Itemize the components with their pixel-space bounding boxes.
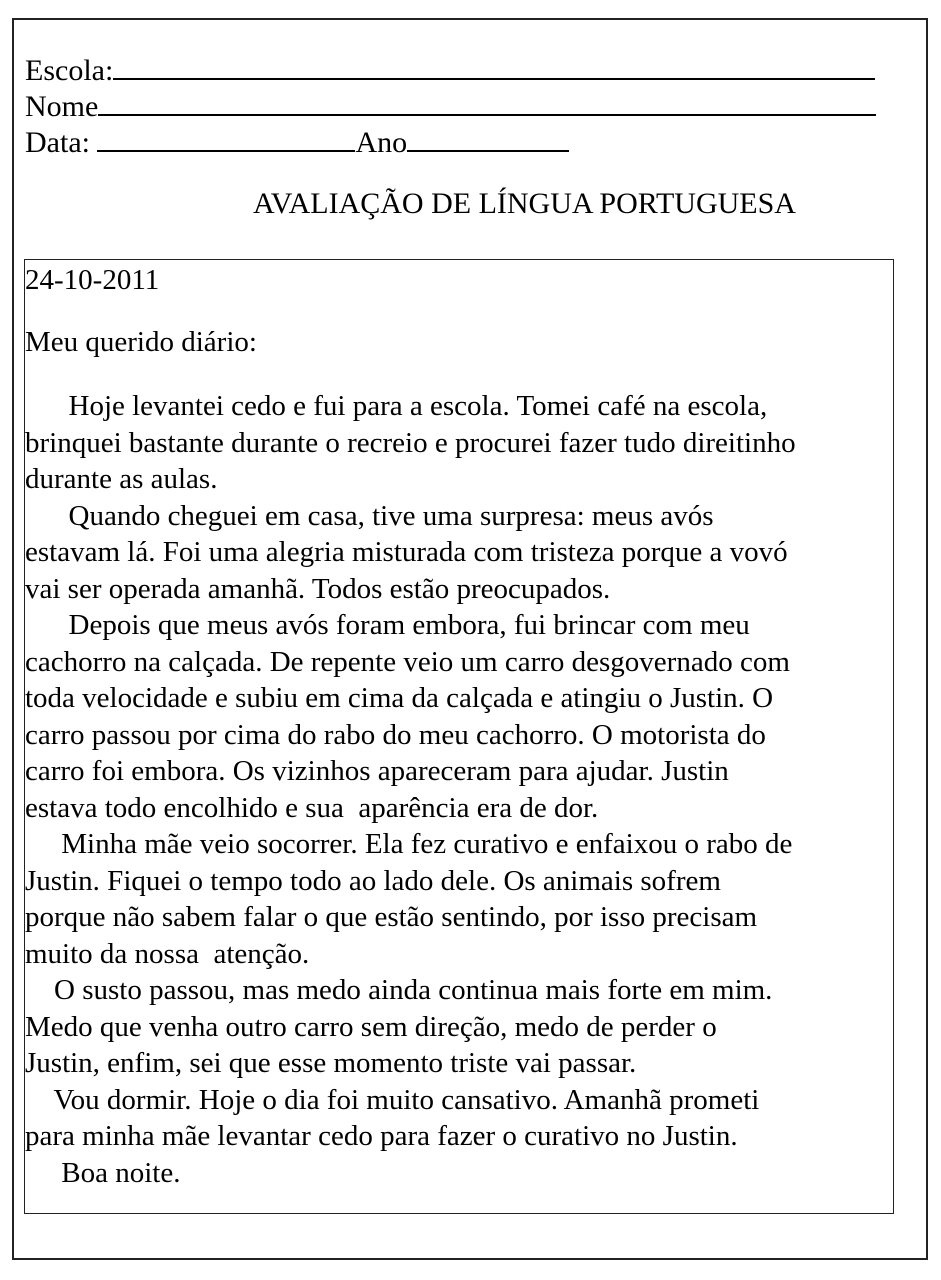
name-label: Nome [25,90,99,123]
school-label: Escola: [25,54,114,87]
diary-line: porque não sabem falar o que estão sentindo, por isso precisam [25,901,758,933]
diary-line: carro passou por cima do rabo do meu cachorro. O motorista do [25,718,766,751]
diary-date: 24-10-2011 [25,264,160,296]
diary-line: Justin, enfim, sei que esse momento triste vai passar. [25,1047,637,1079]
diary-line: vai ser operada amanhã. Todos estão preocupados. [25,572,611,605]
date-year-field-row [25,124,569,161]
diary-line: Hoje levantei cedo e fui para a escola. Tomei café na escola, [25,390,768,422]
year-blank-line[interactable] [407,124,569,152]
diary-line: Quando cheguei em casa, tive uma surpresa: meus avós [25,499,714,532]
diary-line: para minha mãe levantar cedo para fazer o curativo no Justin. [25,1120,738,1152]
diary-line: Boa noite. [25,1156,181,1189]
diary-line: Depois que meus avós foram embora, fui brincar com meu [25,609,750,641]
diary-line: toda velocidade e subiu em cima da calçada e atingiu o Justin. O [25,682,774,714]
diary-line: muito da nossa atenção. [25,937,310,970]
date-label: Data: [25,126,98,159]
diary-line: Minha mãe veio socorrer. Ela fez curativo e enfaixou o rabo de [25,828,793,860]
year-label: Ano [355,126,408,159]
name-field-row [25,88,876,125]
school-blank-line[interactable] [113,52,875,80]
diary-line: cachorro na calçada. De repente veio um carro desgovernado com [25,645,790,678]
page-title: AVALIAÇÃO DE LÍNGUA PORTUGUESA [253,187,796,220]
diary-line: Justin. Fiquei o tempo todo ao lado dele. Os animais sofrem [25,864,721,897]
diary-line: O susto passou, mas medo ainda continua mais forte em mim. [25,974,773,1006]
diary-greeting: Meu querido diário: [25,326,257,358]
diary-line: carro foi embora. Os vizinhos apareceram para ajudar. Justin [25,755,729,787]
diary-line: estavam lá. Foi uma alegria misturada com tristeza porque a vovó [25,536,788,568]
diary-line: Medo que venha outro carro sem direção, medo de perder o [25,1010,717,1043]
diary-line: Vou dormir. Hoje o dia foi muito cansativo. Amanhã prometi [25,1083,760,1116]
diary-line: brinquei bastante durante o recreio e procurei fazer tudo direitinho [25,426,796,459]
diary-line: durante as aulas. [25,463,218,495]
school-field-row [25,52,875,89]
name-blank-line[interactable] [98,88,876,116]
date-blank-line[interactable] [97,124,355,152]
diary-line: estava todo encolhido e sua aparência era de dor. [25,791,599,824]
